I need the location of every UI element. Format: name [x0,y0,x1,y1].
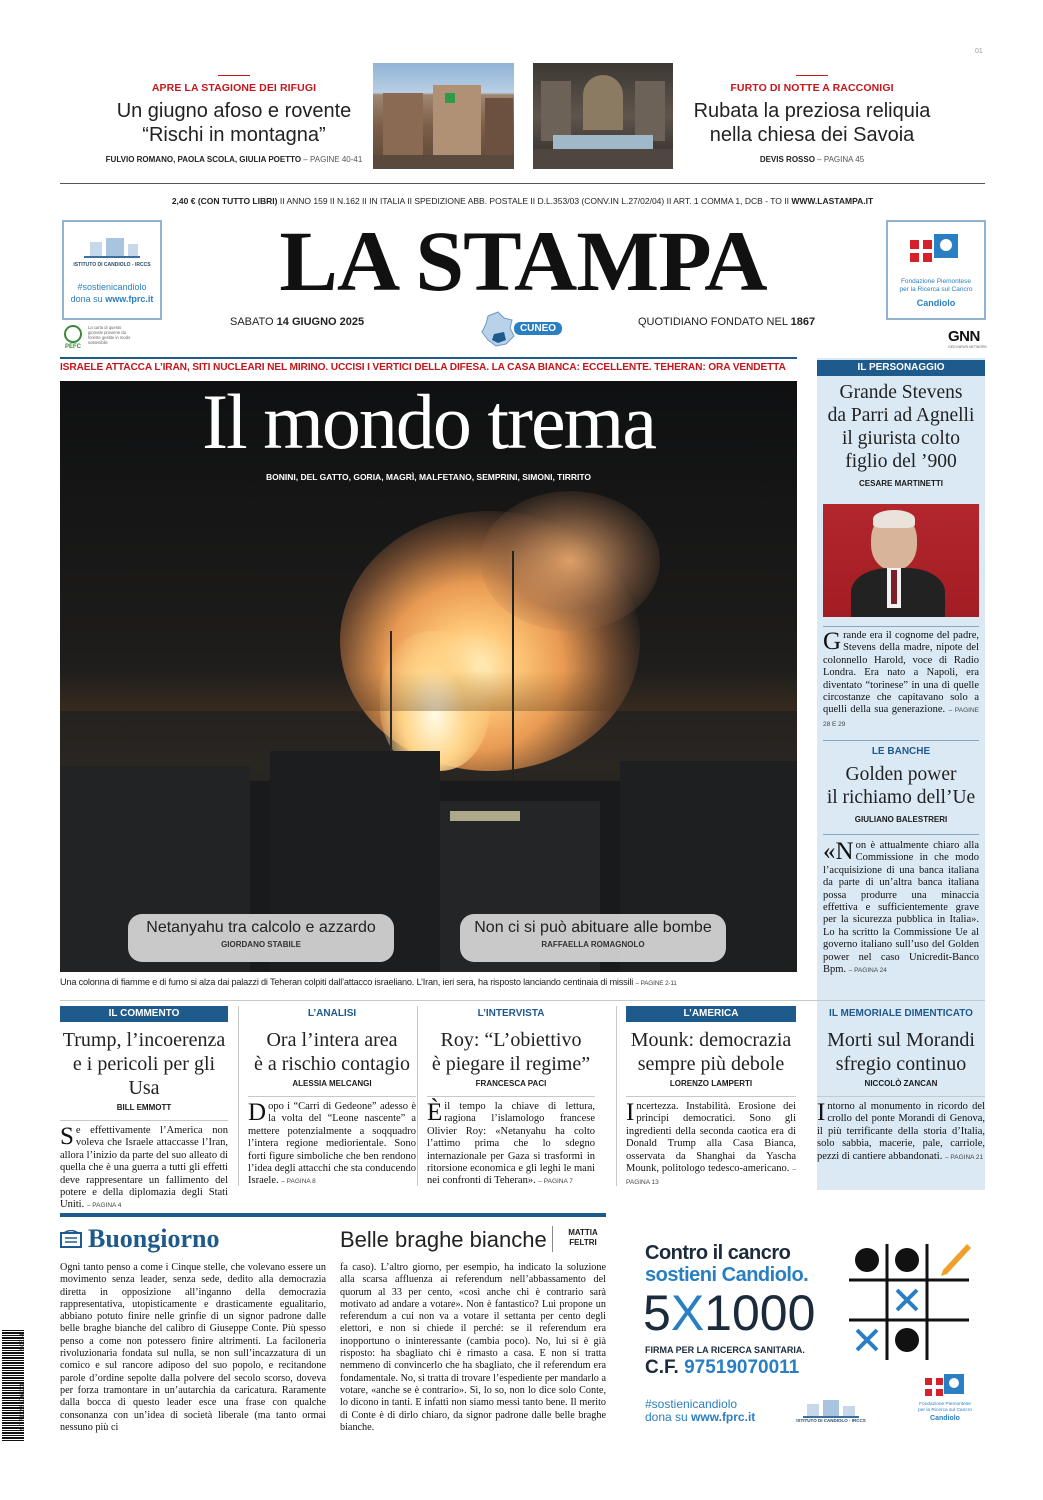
column-divider [238,1006,239,1186]
pefc-logo [60,325,86,353]
ad-thousand: 1000 [704,1285,816,1341]
column-rule [60,1120,228,1121]
dona-label: dona su [70,294,103,304]
banche-pages: – PAGINA 24 [848,967,887,975]
gnn-sub: GEDI NEWS NETWORK [948,345,987,349]
personaggio-pages: – PAGINE 28 E 29 [823,707,980,728]
column-body: il tempo la chiave di lettura, ragiona l’islamologo francese Olivier Roy: «Netanyahu ha colto l’attimo prima che lo sdegno internazionale per Gaza si trasformi in ritorsione economica e gli leghi le mani nei confronti di Teheran». [427,1101,595,1187]
column-rule [427,1096,595,1097]
pefc-label: PEFC [64,344,81,350]
column-article[interactable] [248,1006,416,1189]
banche-byline: GIULIANO BALESTRERI [854,815,948,824]
column-divider [417,1006,418,1186]
ad-5x1000 [643,1284,815,1342]
column-section-label: L’AMERICA [626,1006,796,1022]
column-byline: BILL EMMOTT [116,1103,172,1112]
column-byline: LORENZO LAMPERTI [669,1079,753,1088]
chiesa-photo [533,63,673,169]
teaser-rule [218,75,250,76]
pill-title: Netanyahu tra calcolo e azzardo [146,919,376,936]
column-section-label: L’INTERVISTA [477,1008,545,1019]
netanyahu-pill[interactable] [128,914,394,962]
main-headline: Il mondo trema [202,381,655,465]
dropcap: I [817,1099,826,1126]
ad-five: 5 [643,1285,671,1341]
teaser-title-line1: Rubata la preziosa reliquia [693,100,931,122]
founded-prefix: QUOTIDIANO FONDATO NEL [638,316,788,328]
sidebar-rule [823,626,979,627]
teaser-left[interactable] [100,75,368,164]
personaggio-title-l2: da Parri ad Agnelli [827,405,975,426]
date-prefix: SABATO [230,316,274,328]
founded-line [638,316,815,328]
date: 14 GIUGNO 2025 [276,316,365,328]
newspaper-icon [60,1230,82,1248]
column-pages: – PAGINA 7 [538,1178,573,1186]
piemonte-map-icon [478,310,518,350]
author-first: MATTIA [568,1228,598,1237]
ad-brand: Candiolo [930,1415,960,1422]
teaser-byline: DEVIS ROSSO [759,155,815,164]
masthead-title: LA STAMPA [279,213,767,309]
red-strap[interactable]: ISRAELE ATTACCA L’IRAN, SITI NUCLEARI NEL MIRINO. UCCISI I VERTICI DELLA DIFESA. LA CASA BIANCA: ECCELLENTE. TEHERAN: ORA VENDETTA [60,362,786,373]
banche-body: on è attualmente chiaro alla Commissione in che modo l’acquisizione di una banca italiana da parte di un’altra banca italiana possa produrre una minaccia effettiva e sufficientemente grave per la sicurezza pubblica in Italia». Lo ha scritto la Commissione Ue al governo italiano sull’uso del Golden power nel caso Unicredit-Banco Bpm. [823,840,979,976]
dropcap: I [626,1099,635,1126]
sidebar-rule [823,834,979,835]
ad-dona: dona su [645,1410,688,1424]
main-authors: BONINI, DEL GATTO, GORIA, MAGRÌ, MALFETANO, SEMPRINI, SIMONI, TIRRITO [265,472,592,482]
column-section-label: L’ANALISI [307,1008,357,1019]
info-line [60,196,985,206]
gnn-label: GNN [948,328,980,345]
candiolo-box-left[interactable] [62,220,162,320]
strap-rule [60,357,797,359]
personaggio-byline: CESARE MARTINETTI [859,479,943,488]
column-article[interactable] [427,1006,595,1189]
sidebar-rule [823,740,979,741]
ad-institute-icon [803,1400,859,1418]
pefc-tree-icon [64,325,82,343]
column-pages: – PAGINA 21 [944,1153,984,1161]
pill-byline: RAFFAELLA ROMAGNOLO [541,940,645,949]
column-title-l2: è piegare il regime” [431,1053,591,1075]
dropcap: G [823,628,842,655]
fprc-link[interactable]: www.fprc.it [105,294,154,304]
pill-title: Non ci si può abituare alle bombe [474,919,712,936]
candiolo-ad[interactable] [625,1212,985,1442]
price: 2,40 € (CON TUTTO LIBRI) [171,196,278,206]
column-title-l2: è a rischio contagio [253,1053,411,1075]
founded-year: 1867 [790,316,816,328]
personaggio-article[interactable] [822,381,980,488]
ad-institute: ISTITUTO DI CANDIOLO - IRCCS [796,1418,866,1423]
ad-hashtag: #sostienicandiolo [645,1397,738,1411]
banche-title-l1: Golden power [845,764,957,785]
teaser-right[interactable] [678,75,946,164]
candiolo-box-right[interactable] [886,220,986,320]
teaser-pages: – PAGINA 45 [817,155,865,164]
fondazione-logo-icon [910,234,960,270]
teaser-kicker: APRE LA STAGIONE DEI RIFUGI [151,82,317,94]
institute-label: ISTITUTO DI CANDIOLO - IRCCS [73,262,151,268]
column-byline: FRANCESCA PACI [475,1079,547,1088]
stevens-portrait [823,504,979,617]
gnn-logo [948,328,988,349]
ad-cf-number: 97519070011 [684,1357,800,1378]
ad-line2: sostieni Candiolo. [645,1264,809,1286]
personaggio-title-l3: il giurista colto [841,428,961,449]
author-divider [552,1226,553,1252]
teaser-title-line2: “Rischi in montagna” [142,124,326,146]
column-title-l2: e i pericoli per gli Usa [72,1053,216,1099]
ad-firma: FIRMA PER LA RICERCA SANITARIA. [645,1345,805,1355]
buongiorno-author [560,1228,606,1248]
column-title-l1: Mounk: democrazia [630,1029,792,1051]
banche-text [823,840,979,977]
top-divider [60,183,985,184]
hashtag: #sostienicandiolo [77,282,147,292]
caption-text: Una colonna di fiamme e di fumo si alza dai palazzi di Teheran colpiti dall’attacco israeliano. L’Iran, ieri sera, ha risposto lanciando centinaia di missili [60,977,634,987]
fondazione-line1: Fondazione Piemontese [900,278,972,285]
column-title-l2: sfregio continuo [835,1053,967,1075]
ad-fond-l1: Fondazione Piemontese [919,1402,971,1407]
barcode-number: 9 771122 176133 [20,1383,26,1430]
column-byline: NICCOLÒ ZANCAN [864,1079,938,1088]
caption-pages: – PAGINE 2-11 [635,980,677,987]
columns-rule [60,1000,985,1001]
website-link[interactable]: WWW.LASTAMPA.IT [791,196,874,206]
rifugi-photo [373,63,514,169]
buongiorno-col2: fa caso). L’altro giorno, per esempio, ha indicato la soluzione alla scarsa affluenza ai referendum nell’abbassamento del quorum al 33 per cento, «così anche chi è contrario sarà motivato ad andare a votare». Non è fantastico? Lui propone un referendum a cui non va a votare il settanta per cento degli elettori, e non si chiede il perché: se il referendum era inopportuno o ininteressante (cambia poco). No, lui si è già risposto: ha sbagliato chi è rimasto a casa. E non si tratta nemmeno di convincerlo che ha sbagliato, che il referendum era fondamentale. No, si tratta di trovare l’espediente per mandarlo a votare, «anche se è contrario». Sì, lo so, non lo dice solo Conte, lo dicono in tanti. E infatti non siamo messi tanto bene. Il merito di Conte è di dirlo chiaro, da signor padrone dalle belle braghe bianche. [340,1262,606,1433]
column-section-label: IL MEMORIALE DIMENTICATO [829,1008,973,1019]
ad-fond-l2: per la Ricerca sul Cancro [918,1408,972,1413]
teaser-title-line2: nella chiesa dei Savoia [709,124,915,146]
fondazione-line2: per la Ricerca sul Cancro [899,286,973,293]
dropcap: È [427,1099,443,1126]
personaggio-title-l1: Grande Stevens [839,382,963,403]
dropcap: D [248,1099,267,1126]
buongiorno-title: Belle braghe bianche [340,1227,547,1252]
ad-fondazione-icon [925,1374,965,1400]
teaser-kicker: FURTO DI NOTTE A RACCONIGI [730,82,894,94]
sidebar-section-label: IL PERSONAGGIO [817,360,985,376]
buongiorno-label: Buongiorno [88,1224,220,1253]
banche-article[interactable] [822,746,980,824]
dropcap: S [60,1123,74,1150]
column-title-l1: Trump, l’incoerenza [62,1029,226,1051]
teaser-byline: FULVIO ROMANO, PAOLA SCOLA, GIULIA POETTO [105,155,302,164]
column-title-l1: Morti sul Morandi [827,1029,975,1051]
ad-x: X [670,1285,705,1341]
column-pages: – PAGINA 8 [281,1178,316,1186]
column-rule [626,1096,796,1097]
barcode-top: 50614 [20,1333,26,1350]
pill-byline: GIORDANO STABILE [221,940,301,949]
main-photo[interactable] [60,381,797,972]
teaser-title-line1: Un giugno afoso e rovente [116,100,352,122]
photo-caption [60,977,800,987]
tic-tac-toe-icon [847,1240,971,1364]
column-article[interactable] [817,1006,985,1164]
column-body: e effettivamente l’America non voleva che Israele attaccasse l’Iran, allora l’inizio da parte del suo alleato di quella che è una guerra a tutti gli effetti deve rappresentare un fallimento del potere e della diplomazia degli Stati Uniti. [60,1125,228,1211]
column-article[interactable] [626,1006,796,1190]
buongiorno-col1: Ogni tanto penso a come i Cinque stelle, che volevano essere un movimento senza leader, senza sede, dedito alla democrazia diretta in opposizione all’inganno della democrazia rappresentativa, utopisticamente e drasticamente egualitario, abbiano potuto finire nelle grinfie di un signor padrone dalle belle braghe bianche del calibro di Giuseppe Conte. Più spesso penso a come non potessero finire altrimenti. La faciloneria rivoluzionaria fondata sul nulla, se non sull’incazzatura di un comico e sul rancore adiposo del suo popolo, e recitandone parole d’ordine sepolte dalla polvere del secolo scorso, doveva per forza tramontare in un’autarchia da caricatura. Raramente dalla bocca di questo leader esce una frase con qualche consonanza con un’idea di società liberale (ma tanto ormai nessuno più ci [60,1262,326,1433]
edition-badge[interactable]: CUNEO [514,322,562,335]
column-pages: – PAGINA 13 [626,1166,796,1187]
column-rule [248,1096,416,1097]
column-body: ncertezza. Instabilità. Erosione dei principi democratici. Sono gli ingredienti della seconda caotica era di Donald Trump alla Casa Bianca, osservata da Shanghai da Yascha Mounk, politologo tedesco-americano. [626,1101,796,1175]
ad-cf [645,1357,799,1379]
teaser-pages: – PAGINE 40-41 [303,155,363,164]
column-pages: – PAGINA 4 [86,1202,122,1210]
personaggio-title-l4: figlio del ’900 [845,451,957,472]
column-section-label: IL COMMENTO [60,1006,228,1022]
banche-title-l2: il richiamo dell’Ue [826,787,976,808]
column-byline: ALESSIA MELCANGI [292,1079,372,1088]
info-details: II ANNO 159 II N.162 II IN ITALIA II SPEDIZIONE ABB. POSTALE II D.L.353/03 (CONV.IN L.27/02/04) II ART. 1 COMMA 1, DCB - TO II [279,196,789,206]
column-divider [616,1006,617,1186]
personaggio-text [823,630,979,731]
column-title-l1: Ora l’intera area [266,1029,398,1051]
column-body: ntorno al monumento in ricordo del crollo del ponte Morandi di Genova, il più terrificante della storia d’Italia, solo sabbia, macerie, pale, carriole, pezzi di cantiere abbandonati. [817,1101,985,1162]
column-title-l2: sempre più debole [637,1053,785,1075]
author-last: FELTRI [569,1238,597,1247]
banche-label: LE BANCHE [871,746,931,757]
personaggio-body: rande era il cognome del padre, Stevens della madre, nipote del colonnello Harold, voce di Radio Londra. Era nato a Napoli, era diventato “torinese” in una di quelle circostanze che capitavano solo a quelli della sua generazione. [823,630,979,716]
date-line [230,316,364,328]
column-article[interactable] [60,1006,228,1213]
column-title-l1: Roy: “L’obiettivo [440,1029,582,1051]
ad-url[interactable]: www.fprc.it [691,1410,756,1424]
page-number: 01 [975,48,983,55]
buongiorno-rule [60,1213,606,1217]
column-rule [817,1096,985,1097]
ad-line1: Contro il cancro [645,1242,791,1264]
buongiorno-header [60,1224,606,1256]
ad-cf-label: C.F. [645,1357,679,1378]
pefc-text: La carta di questo giornale proviene da foreste gestite in modo sostenibile [88,325,131,345]
column-body: opo i “Carri di Gedeone” adesso è la volta del “Leone nascente” a mettere potenzialmente a soqquadro l’intera regione mediorientale. Sono forti figure simboliche che ben rendono l’idea degli attacchi che sta conducendo Israele. [248,1101,416,1187]
teaser-rule [796,75,828,76]
institute-building-icon [84,238,140,258]
dropcap: «N [823,838,854,865]
candiolo-brand: Candiolo [916,298,956,308]
bombe-pill[interactable] [460,914,726,962]
